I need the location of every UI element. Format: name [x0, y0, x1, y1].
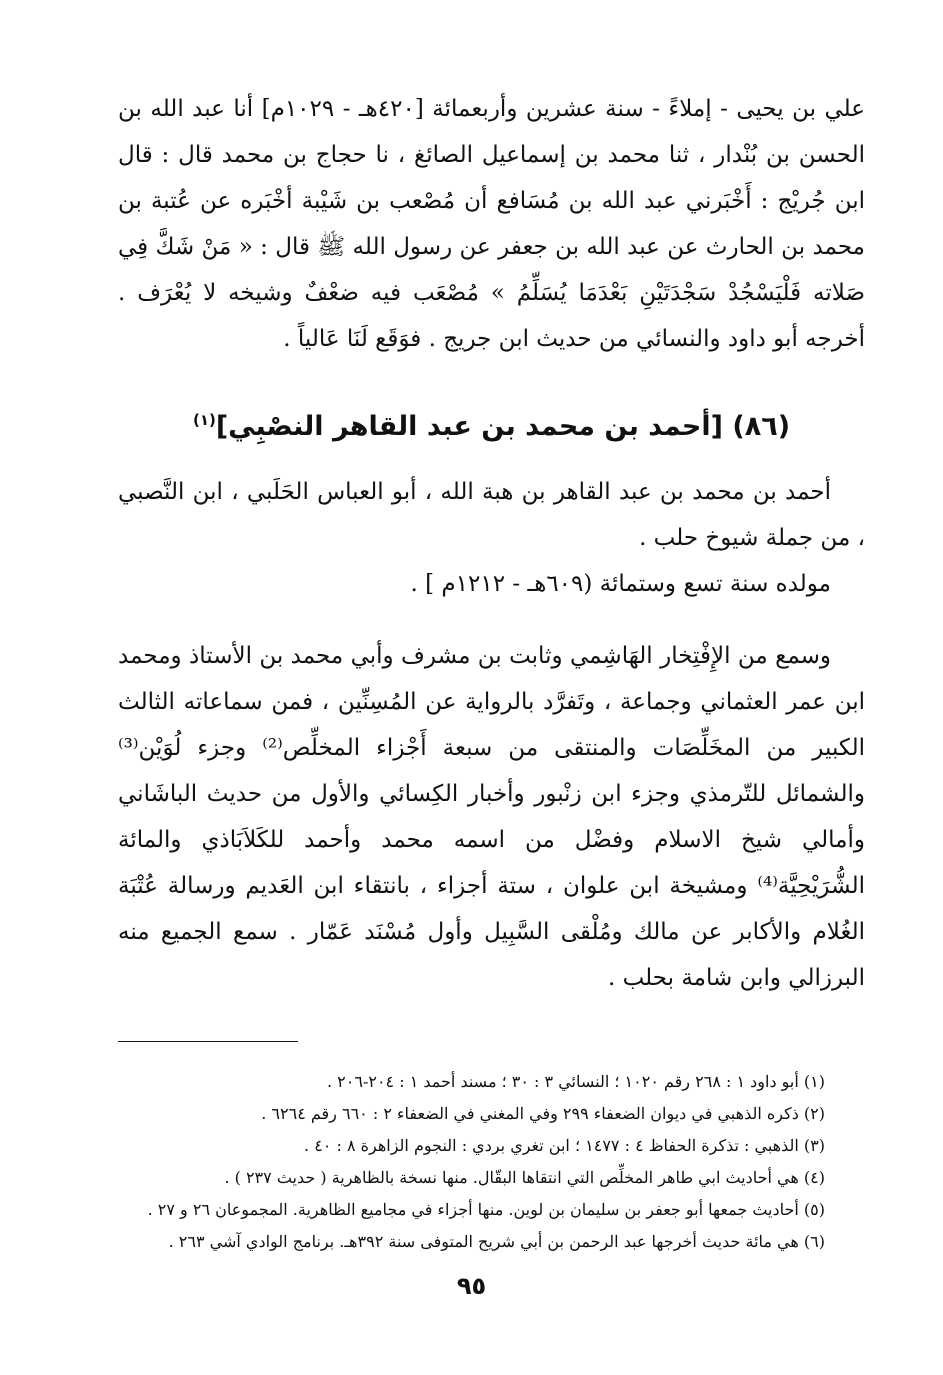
birth-line: مولده سنة تسع وستمائة (٦٠٩هـ - ١٢١٢م ] . [410, 571, 831, 597]
intro-paragraph: علي بن يحيى - إملاءً - سنة عشرين وأربعمائة [٤٢٠هـ - ١٠٢٩م] أنا عبد الله بن الحسن بن بُنْدار ، ثنا محمد بن إسماعيل الصائغ ، نا حجاج بن محمد قال : قال ابن جُريْج : أَخْبَرني عبد الله بن مُسَافع أن مُصْعب بن شَيْبة أخْبَره عن عُتبة بن محمد بن الحارث عن عبد الله بن جعفر عن رسول الله ﷺ قال : « مَنْ شَكَّ فِي صَلاته فَلْيَسْجُدْ سَجْدَتَيْنِ بَعْدَمَا يُسَلِّمُ » مُصْعَب فيه ضعْفٌ وشيخه لا يُعْرَف . أخرجه أبو داود والنسائي من حديث ابن جريج . فوَقَع لَنَا عَالياً . [118, 96, 865, 352]
page-body [118, 86, 865, 1375]
entry-heading [118, 400, 865, 447]
entry-heading-text: (٨٦) [أحمد بن محمد بن عبد القاهر النصْبِي] [215, 411, 791, 442]
footnote-1: (١) أبو داود ١ : ٢٦٨ رقم ١٠٢٠ ؛ النسائي ٣ : ٣٠ ؛ مسند أحمد ١ : ٢٠٤-٢٠٦ . [326, 1072, 825, 1091]
hearing-paragraph: وسمع من الإِفْتِخار الهَاشِمي وثابت بن مشرف وأبي محمد بن الأستاذ ومحمد ابن عمر العثماني وجماعة ، وتَفرَّد بالرواية عن المُسِنِّين ، فمن سماعاته الثالث الكبير من المخَلِّصَات والمنتقى من سبعة أَجْزاء المخلِّص⁽²⁾ وجزء لُوَيْن⁽³⁾ والشمائل للتّرمذي وجزء ابن زنْبور وأخبار الكِسائي والأول من حديث الباشَاني وأمالي شيخ الاسلام وفضْل من اسمه محمد وأحمد للكَلاَبَاذي والمائة الشُّرَيْحِيَّة⁽⁴⁾ ومشيخة ابن علوان ، ستة أجزاء ، بانتقاء ابن العَديم ورسالة عُتْبَة الغُلام والأكابر عن مالك ومُلْقى السَّبِيل وأول مُسْنَد عَمّار . سمع الجميع منه البرزالي وابن شامة بحلب . [118, 643, 865, 991]
entry-heading-note: (١) [192, 411, 216, 429]
footnote-2: (٢) ذكره الذهبي في ديوان الضعفاء ٢٩٩ وفي المغني في الضعفاء ٢ : ٦٦٠ رقم ٦٢٦٤ . [261, 1104, 825, 1123]
footnote-6: (٦) هي مائة حديث أخرجها عبد الرحمن بن أبي شريح المتوفى سنة ٣٩٢هـ. برنامج الوادي آشي ٢٦٣ . [168, 1232, 825, 1251]
page-number: ٩٥ [456, 1272, 487, 1300]
footnote-4: (٤) هي أحاديث ابي طاهر المخلِّص التي انتقاها البقّال. منها نسخة بالظاهرية ( حديث ٢٣٧ ) . [224, 1168, 825, 1187]
footnotes [118, 1066, 865, 1258]
footnote-5: (٥) أحاديث جمعها أبو جعفر بن سليمان بن لوين. منها أجزاء في مجاميع الظاهرية. المجموعان ٢٦ و ٢٧ . [147, 1200, 825, 1219]
spacer [118, 607, 865, 633]
bio-paragraph: أحمد بن محمد بن عبد القاهر بن هبة الله ، أبو العباس الحَلَبي ، ابن النَّصبي ، من جملة شيوخ حلب . [118, 479, 865, 551]
footnote-divider [118, 1041, 298, 1042]
footnote-3: (٣) الذهبي : تذكرة الحفاظ ٤ : ١٤٧٧ ؛ ابن تغري بردي : النجوم الزاهرة ٨ : ٤٠ . [304, 1136, 825, 1155]
